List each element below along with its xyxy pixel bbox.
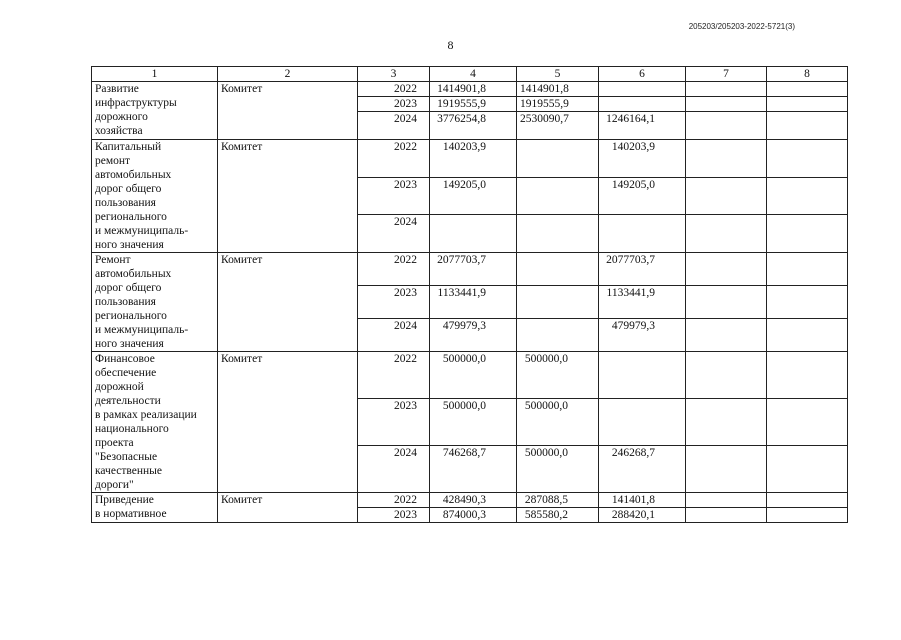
regional-cell: 246268,7 bbox=[599, 446, 686, 493]
table-row bbox=[92, 82, 848, 97]
column-header: 2 bbox=[218, 67, 358, 82]
total-cell: 2077703,7 bbox=[430, 253, 517, 286]
col7-cell bbox=[686, 140, 767, 178]
regional-cell: 141401,8 bbox=[599, 493, 686, 508]
total-cell: 479979,3 bbox=[430, 319, 517, 352]
column-header: 3 bbox=[358, 67, 430, 82]
regional-cell: 2077703,7 bbox=[599, 253, 686, 286]
total-cell: 140203,9 bbox=[430, 140, 517, 178]
column-header: 5 bbox=[517, 67, 599, 82]
col8-cell bbox=[767, 493, 848, 508]
col8-cell bbox=[767, 112, 848, 140]
col8-cell bbox=[767, 446, 848, 493]
budget-table bbox=[91, 66, 848, 523]
total-cell: 1919555,9 bbox=[430, 97, 517, 112]
regional-cell: 1133441,9 bbox=[599, 286, 686, 319]
column-header: 6 bbox=[599, 67, 686, 82]
year-cell: 2024 bbox=[358, 319, 430, 352]
year-cell: 2023 bbox=[358, 399, 430, 446]
col8-cell bbox=[767, 140, 848, 178]
column-header: 7 bbox=[686, 67, 767, 82]
col8-cell bbox=[767, 286, 848, 319]
column-header: 8 bbox=[767, 67, 848, 82]
col8-cell bbox=[767, 399, 848, 446]
col7-cell bbox=[686, 319, 767, 352]
federal-cell: 585580,2 bbox=[517, 508, 599, 523]
column-header: 4 bbox=[430, 67, 517, 82]
federal-cell bbox=[517, 177, 599, 215]
year-cell: 2023 bbox=[358, 286, 430, 319]
regional-cell: 479979,3 bbox=[599, 319, 686, 352]
col7-cell bbox=[686, 352, 767, 399]
federal-cell bbox=[517, 140, 599, 178]
total-cell: 3776254,8 bbox=[430, 112, 517, 140]
col8-cell bbox=[767, 319, 848, 352]
col7-cell bbox=[686, 97, 767, 112]
federal-cell: 1919555,9 bbox=[517, 97, 599, 112]
col7-cell bbox=[686, 82, 767, 97]
total-cell: 874000,3 bbox=[430, 508, 517, 523]
table-row bbox=[92, 352, 848, 399]
col7-cell bbox=[686, 286, 767, 319]
regional-cell bbox=[599, 97, 686, 112]
regional-cell bbox=[599, 215, 686, 253]
regional-cell bbox=[599, 399, 686, 446]
federal-cell: 2530090,7 bbox=[517, 112, 599, 140]
executor: Комитет bbox=[218, 493, 358, 523]
year-cell: 2022 bbox=[358, 352, 430, 399]
activity-name: Финансовое обеспечение дорожной деятельности в рамках реализации национального проекта "Безопасные качественные дороги" bbox=[92, 352, 218, 493]
year-cell: 2024 bbox=[358, 112, 430, 140]
year-cell: 2024 bbox=[358, 446, 430, 493]
activity-name: Капитальный ремонт автомобильных дорог общего пользования регионального и межмуниципаль- ного значения bbox=[92, 140, 218, 253]
header-row bbox=[92, 67, 848, 82]
year-cell: 2023 bbox=[358, 97, 430, 112]
executor: Комитет bbox=[218, 82, 358, 140]
total-cell: 149205,0 bbox=[430, 177, 517, 215]
executor: Комитет bbox=[218, 140, 358, 253]
col7-cell bbox=[686, 112, 767, 140]
col8-cell bbox=[767, 215, 848, 253]
col7-cell bbox=[686, 493, 767, 508]
col7-cell bbox=[686, 399, 767, 446]
year-cell: 2022 bbox=[358, 140, 430, 178]
col8-cell bbox=[767, 177, 848, 215]
regional-cell: 149205,0 bbox=[599, 177, 686, 215]
year-cell: 2023 bbox=[358, 177, 430, 215]
activity-name: Развитие инфраструктуры дорожного хозяйства bbox=[92, 82, 218, 140]
regional-cell: 140203,9 bbox=[599, 140, 686, 178]
col8-cell bbox=[767, 508, 848, 523]
federal-cell: 500000,0 bbox=[517, 446, 599, 493]
federal-cell: 287088,5 bbox=[517, 493, 599, 508]
year-cell: 2023 bbox=[358, 508, 430, 523]
year-cell: 2024 bbox=[358, 215, 430, 253]
regional-cell bbox=[599, 352, 686, 399]
col7-cell bbox=[686, 177, 767, 215]
regional-cell bbox=[599, 82, 686, 97]
activity-name: Ремонт автомобильных дорог общего пользования регионального и межмуниципаль- ного значения bbox=[92, 253, 218, 352]
regional-cell: 1246164,1 bbox=[599, 112, 686, 140]
total-cell: 428490,3 bbox=[430, 493, 517, 508]
federal-cell bbox=[517, 319, 599, 352]
federal-cell bbox=[517, 253, 599, 286]
col8-cell bbox=[767, 253, 848, 286]
col8-cell bbox=[767, 97, 848, 112]
federal-cell: 500000,0 bbox=[517, 352, 599, 399]
federal-cell: 1414901,8 bbox=[517, 82, 599, 97]
document-id: 205203/205203-2022-5721(3) bbox=[688, 22, 795, 31]
total-cell: 746268,7 bbox=[430, 446, 517, 493]
col7-cell bbox=[686, 253, 767, 286]
col7-cell bbox=[686, 508, 767, 523]
total-cell: 500000,0 bbox=[430, 399, 517, 446]
table-row bbox=[92, 493, 848, 508]
year-cell: 2022 bbox=[358, 253, 430, 286]
executor: Комитет bbox=[218, 352, 358, 493]
year-cell: 2022 bbox=[358, 493, 430, 508]
federal-cell bbox=[517, 215, 599, 253]
col8-cell bbox=[767, 352, 848, 399]
executor: Комитет bbox=[218, 253, 358, 352]
federal-cell bbox=[517, 286, 599, 319]
federal-cell: 500000,0 bbox=[517, 399, 599, 446]
activity-name: Приведение в нормативное bbox=[92, 493, 218, 523]
col8-cell bbox=[767, 82, 848, 97]
table-row bbox=[92, 140, 848, 178]
total-cell: 500000,0 bbox=[430, 352, 517, 399]
col7-cell bbox=[686, 215, 767, 253]
total-cell bbox=[430, 215, 517, 253]
column-header: 1 bbox=[92, 67, 218, 82]
page-number: 8 bbox=[447, 38, 454, 52]
col7-cell bbox=[686, 446, 767, 493]
regional-cell: 288420,1 bbox=[599, 508, 686, 523]
total-cell: 1133441,9 bbox=[430, 286, 517, 319]
table-row bbox=[92, 253, 848, 286]
year-cell: 2022 bbox=[358, 82, 430, 97]
total-cell: 1414901,8 bbox=[430, 82, 517, 97]
